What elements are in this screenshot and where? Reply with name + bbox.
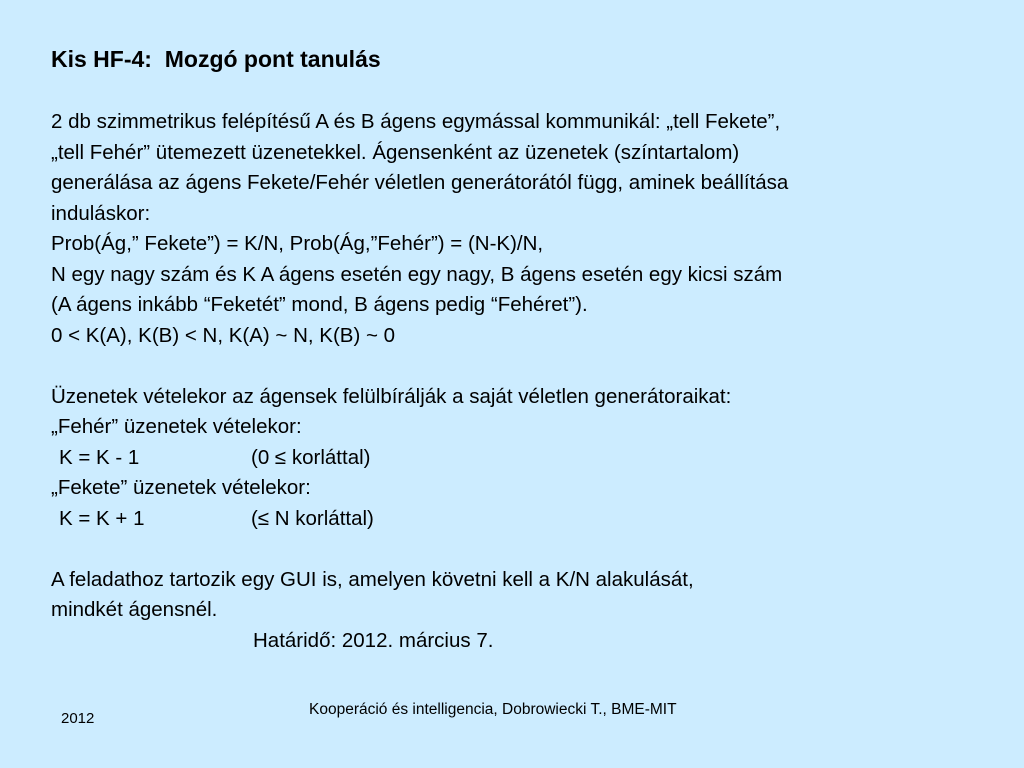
black-rule-row — [51, 504, 1011, 535]
gui-requirement: mindkét ágensnél. — [51, 598, 218, 621]
gui-requirement: A feladathoz tartozik egy GUI is, amelyen követni kell a K/N alakulását, — [51, 567, 694, 591]
override-intro: Üzenetek vételekor az ágensek felülbírálják a saját véletlen generátoraikat: — [51, 384, 732, 408]
body-line: induláskor: — [51, 201, 151, 225]
black-rule: K = K + 1 — [59, 506, 145, 530]
body-line: (A ágens inkább “Feketét” mond, B ágens pedig “Fehéret”). — [51, 293, 588, 316]
body-line: generálása az ágens Fekete/Fehér véletlen generátorától függ, aminek beállítása — [51, 171, 789, 194]
body-line: N egy nagy szám és K A ágens esetén egy nagy, B ágens esetén egy kicsi szám — [51, 262, 783, 286]
spacer — [51, 534, 1011, 565]
white-message-heading: „Fehér” üzenetek vételekor: — [51, 415, 302, 438]
black-rule-note: (≤ N korláttal) — [251, 506, 374, 530]
deadline: Határidő: 2012. március 7. — [253, 628, 494, 652]
footer-course: Kooperáció és intelligencia, Dobrowiecki T., BME-MIT — [309, 701, 677, 718]
white-rule-note: (0 ≤ korláttal) — [251, 445, 371, 469]
spacer — [51, 351, 1011, 382]
probability-formula: Prob(Ág,” Fekete”) = K/N, Prob(Ág,”Fehér”) = (N-K)/N, — [51, 232, 544, 255]
body-line: 2 db szimmetrikus felépítésű A és B ágens egymással kommunikál: „tell Fekete”, — [51, 110, 781, 133]
slide-title: Kis HF-4: Mozgó pont tanulás — [51, 46, 381, 72]
body-line: „tell Fehér” ütemezett üzenetekkel. Ágensenként az üzenetek (színtartalom) — [51, 140, 740, 164]
black-message-heading: „Fekete” üzenetek vételekor: — [51, 476, 311, 499]
white-rule-row — [51, 443, 1011, 474]
k-constraints: 0 < K(A), K(B) < N, K(A) ~ N, K(B) ~ 0 — [51, 323, 396, 347]
footer-year: 2012 — [61, 710, 95, 727]
white-rule: K = K - 1 — [59, 445, 140, 469]
slide-body — [51, 107, 1011, 656]
